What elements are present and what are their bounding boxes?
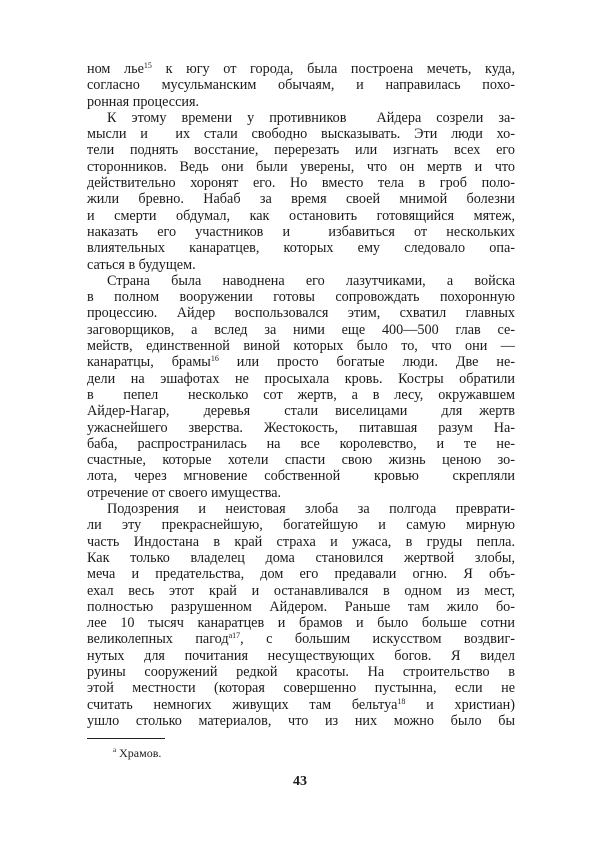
text-segment: согласно мусульманским обычаям, и направилась похо- [87, 77, 515, 94]
text-line [87, 501, 515, 517]
text-line [87, 468, 515, 484]
footnote [113, 746, 161, 761]
text-line [87, 142, 515, 158]
text-segment: нутых для почитания несуществующих богов. Я видел [87, 647, 515, 664]
text-segment: К этому времени у противников Айдера созрели за- [107, 109, 515, 126]
text-line [87, 354, 515, 370]
text-segment: руины сооружений редкой красоты. На строительство в [87, 663, 515, 680]
text-line [87, 420, 515, 436]
text-line [87, 322, 515, 338]
text-segment: действительно хоронят его. Но вместо тела в гроб поло- [87, 175, 515, 192]
text-segment: саться в будущем. [87, 256, 196, 273]
text-line [87, 94, 515, 110]
text-line [87, 289, 515, 305]
text-line [87, 403, 515, 419]
page-number: 43 [293, 774, 307, 789]
text-segment: ушло столько материалов, что из них можно было бы [87, 712, 515, 729]
text-line [87, 550, 515, 566]
text-line [87, 273, 515, 289]
footnote-divider [87, 738, 165, 739]
text-segment: канаратцы, брамы [87, 354, 211, 371]
text-segment: ли эту прекраснейшую, богатейшую и самую мирную [87, 517, 515, 534]
footnote-reference: 16 [210, 354, 219, 364]
text-line [87, 305, 515, 321]
text-segment: ехал весь этот край и останавливался в одном из мест, [87, 582, 515, 599]
text-line [87, 485, 515, 501]
text-line [87, 452, 515, 468]
paragraph [87, 110, 515, 273]
text-line [87, 159, 515, 175]
text-segment: этой местности (которая совершенно пустынна, если не [87, 680, 515, 697]
text-line [87, 126, 515, 142]
text-segment: в пепел несколько сот жертв, а в лесу, окружавшем [87, 386, 515, 403]
text-segment: отречение от своего имущества. [87, 484, 282, 501]
text-segment: ужаснейшего зверства. Жестокость, питавшая разум На- [87, 419, 515, 436]
text-line [87, 387, 515, 403]
text-segment: и смерти обдумал, как остановить готовящийся мятеж, [87, 207, 515, 224]
text-line [87, 436, 515, 452]
text-line [87, 648, 515, 664]
text-line [87, 599, 515, 615]
text-line [87, 680, 515, 696]
text-segment: и христиан) [405, 696, 515, 713]
text-line [87, 517, 515, 533]
text-line [87, 615, 515, 631]
text-segment: считать немногих живущих там бельтуа [87, 696, 398, 713]
text-segment: лота, через мгновение собственной кровью скрепляли [87, 468, 515, 485]
text-segment: великолепных пагод [87, 631, 229, 648]
text-segment: в полном вооружении готовы сопровождать похоронную [87, 289, 515, 306]
text-line [87, 175, 515, 191]
text-segment: Страна была наводнена его лазутчиками, а войска [107, 272, 515, 289]
text-segment: заговорщиков, а вслед за ними еще 400—500 глав се- [87, 321, 515, 338]
text-segment: счастные, которые хотели спасти свою жизнь ценою зо- [87, 452, 515, 469]
text-segment: полностью разрушенном Айдером. Раньше там жило бо- [87, 598, 515, 615]
text-line [87, 77, 515, 93]
text-line [87, 191, 515, 207]
text-segment: к югу от города, была построена мечеть, куда, [151, 61, 515, 77]
paragraph [87, 61, 515, 110]
text-line [87, 240, 515, 256]
text-line [87, 224, 515, 240]
text-segment: или просто богатые люди. Две не- [218, 354, 515, 371]
text-segment: сторонников. Ведь они были уверены, что он мертв и что [87, 158, 515, 175]
footnote-reference: 15 [143, 61, 152, 70]
footnote-text: Храмов. [116, 746, 162, 760]
text-line [87, 208, 515, 224]
paragraph [87, 273, 515, 501]
text-segment: дели на эшафотах не просыхала кровь. Костры обратили [87, 370, 515, 387]
text-line [87, 583, 515, 599]
text-segment: наказать его участников и избавиться от нескольких [87, 223, 515, 240]
text-segment: часть Индостана в край страха и ужаса, в груды пепла. [87, 533, 515, 550]
text-line [87, 371, 515, 387]
text-segment: тели поднять восстание, перерезать или изгнать всех его [87, 142, 515, 159]
text-segment: баба, распространилась на все королевство, и те не- [87, 435, 515, 452]
text-segment: мейств, единственной виной которых было то, что они — [87, 338, 515, 355]
text-segment: процессию. Айдер воспользовался этим, схватил главных [87, 305, 515, 322]
text-line [87, 534, 515, 550]
text-segment: Как только владелец дома становился жертвой злобы, [87, 549, 515, 566]
text-segment: Подозрения и неистовая злоба за полгода преврати- [107, 501, 515, 518]
footnote-marker: а [113, 746, 117, 754]
footnote-reference: а17 [228, 631, 241, 641]
text-segment: мысли и их стали свободно высказывать. Эти люди хо- [87, 126, 515, 143]
text-segment: , с большим искусством воздвиг- [240, 631, 515, 648]
footnote-reference: 18 [397, 696, 406, 706]
text-segment: Айдер-Нагар, деревья стали виселицами для жертв [87, 403, 515, 420]
text-segment: жили бревно. Набаб за время своей мнимой болезни [87, 191, 515, 208]
text-line [87, 61, 515, 77]
text-line [87, 338, 515, 354]
text-line [87, 713, 515, 729]
paragraph [87, 501, 515, 729]
text-line [87, 631, 515, 647]
text-segment: ном лье [87, 61, 144, 77]
text-line [87, 566, 515, 582]
text-segment: влиятельных канаратцев, которых ему следовало опа- [87, 240, 515, 257]
text-segment: лее 10 тысяч канаратцев и брамов и было больше сотни [87, 615, 515, 632]
text-line [87, 110, 515, 126]
text-line [87, 697, 515, 713]
text-segment: ронная процессия. [87, 93, 200, 110]
text-line [87, 664, 515, 680]
body-text [87, 61, 515, 729]
text-segment: меча и предательства, дом его предавали огню. Я объ- [87, 566, 515, 583]
text-line [87, 257, 515, 273]
